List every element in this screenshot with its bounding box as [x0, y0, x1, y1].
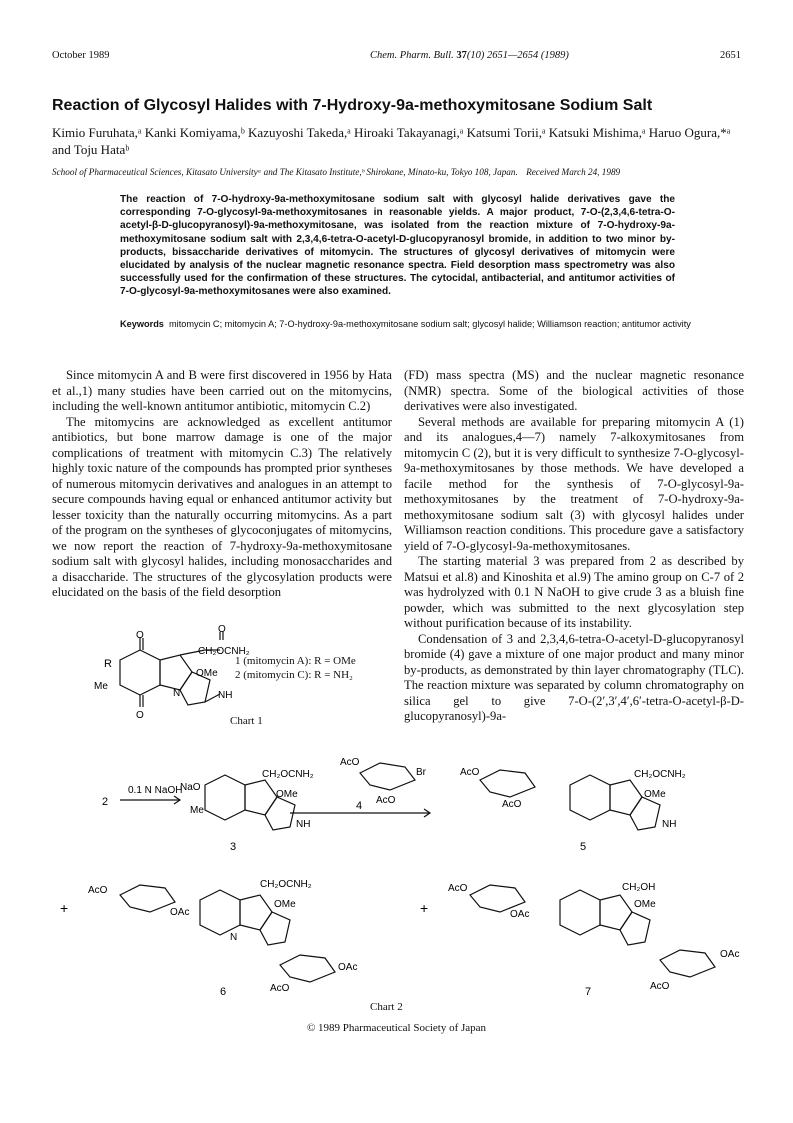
atom-aco: AcO	[88, 885, 108, 896]
compound-label: 3	[230, 841, 237, 853]
atom-ome: OMe	[196, 668, 218, 679]
journal-volume: 37	[456, 50, 467, 61]
keywords-label: Keywords	[120, 319, 164, 329]
compound-label: 6	[220, 986, 227, 998]
atom-aco: AcO	[270, 983, 290, 994]
atom-me: Me	[190, 805, 204, 816]
atom-ome: OMe	[274, 899, 296, 910]
atom-carbamate: CH₂OCNH₂	[262, 769, 314, 780]
paragraph: Condensation of 3 and 2,3,4,6-tetra-O-acetyl-D-glucopyranosyl bromide (4) gave a mixture of one major product and many minor by-products, as demonstrated by thin layer chromatography (TLC). The reaction mixture was separated by column chromatography on silica gel to give 7-O-(2′,3′,4′,6′-tetra-O-acetyl-β-D-glucopyranosyl)-9a-	[404, 631, 744, 723]
atom-ch2oh: CH₂OH	[622, 882, 656, 893]
paragraph: Several methods are available for preparing mitomycin A (1) and its analogues,4—7) namely 7-alkoxymitosanes from mitomycin C (2), but it is very difficult to synthesize 7-O-glycosyl-9a-methoxymitosanes by those methods. We have developed a facile method for the synthesis of 7-O-glycosyl-9a-methoxymitosanes by the treatment of 7-O-hydroxy-9a-methoxymitosane sodium salt (3) with glycosyl halides under Williamson reaction conditions. This procedure gave a satisfactory yield of 7-O-glycosyl-9a-methoxymitosanes.	[404, 414, 744, 553]
atom-r: R	[104, 658, 112, 670]
compound-1-label: 1 (mitomycin A): R = OMe	[235, 655, 356, 667]
atom-o: O	[136, 710, 144, 721]
atom-carbamate: CH₂OCNH₂	[634, 769, 686, 780]
body-column-right	[404, 368, 744, 725]
header-journal	[370, 50, 569, 61]
atom-aco: AcO	[502, 799, 522, 810]
author-list: Kimio Furuhata,ᵃ Kanki Komiyama,ᵇ Kazuyoshi Takeda,ᵃ Hiroaki Takayanagi,ᵃ Katsumi Torii,ᵃ Katsuki Mishima,ᵃ Haruo Ogura,*ᵃ and Toju Hataᵇ	[52, 125, 731, 157]
plus-sign: +	[60, 900, 69, 916]
paragraph: Since mitomycin A and B were first discovered in 1956 by Hata et al.,1) many studies have been carried out on the mitomycins, including the well-known antitumor antibiotic, mitomycin C.2)	[52, 368, 392, 413]
atom-nh: NH	[296, 819, 311, 830]
atom-nao: NaO	[180, 782, 201, 793]
atom-carbamate: CH₂OCNH₂	[198, 646, 250, 657]
abstract: The reaction of 7-O-hydroxy-9a-methoxymitosane sodium salt with glycosyl halide derivatives gave the corresponding 7-O-glycosyl-9a-methoxymitosanes in reasonable yields. A major product, 7-O-(2,3,4,6-tetra-O-acetyl-β-D-glucopyranosyl)-9a-methoxymitosane, was isolated from the reaction mixture of 7-O-hydroxy-9a-methoxymitosane sodium salt with 2,3,4,6-tetra-O-acetyl-D-glucopyranosyl bromide, in addition to two minor by-products, bissaccharide derivatives of mitomycin. The structures of glycosyl derivatives of mitomycin were elucidated by analysis of the nuclear magnetic resonance spectra. Field desorption mass spectrometry was also successfully used for the confirmation of these structures. The cytocidal, antibacterial, and antitumor activities of 7-O-glycosyl-9a-methoxymitosanes were also examined.	[120, 194, 675, 298]
atom-oac: OAc	[170, 907, 190, 918]
keywords	[120, 318, 720, 330]
article-title: Reaction of Glycosyl Halides with 7-Hydroxy-9a-methoxymitosane Sodium Salt	[52, 97, 653, 114]
atom-nh: NH	[662, 819, 677, 830]
received-date: Received March 24, 1989	[526, 167, 621, 177]
header-date: October 1989	[52, 50, 110, 61]
atom-nh: NH	[218, 690, 233, 701]
atom-o: O	[218, 624, 226, 635]
atom-oac: OAc	[510, 909, 530, 920]
chart1-structure	[80, 624, 400, 750]
chart2-scheme	[40, 745, 760, 1000]
compound-label: 5	[580, 841, 587, 853]
atom-ome: OMe	[276, 789, 298, 800]
start-compound-label: 2	[102, 796, 109, 808]
plus-sign: +	[420, 900, 429, 916]
copyright: © 1989 Pharmaceutical Society of Japan	[306, 1022, 487, 1034]
atom-carbamate: CH₂OCNH₂	[260, 879, 312, 890]
atom-br: Br	[416, 767, 426, 778]
compound-label: 7	[585, 986, 592, 998]
atom-oac: OAc	[338, 962, 358, 973]
journal-issue-pages: (10) 2651—2654 (1989)	[466, 50, 569, 61]
atom-ome: OMe	[634, 899, 656, 910]
atom-aco: AcO	[376, 795, 396, 806]
paragraph: The mitomycins are acknowledged as excellent antitumor antibiotics, but bone marrow damage is one of the major complications of treatment with mitomycin C.3) The relatively highly toxic nature of the compounds has prompted prior syntheses of numerous mitomycin derivatives and analogues in an attempt to secure compounds having equal or enhanced antitumor activity but lesser toxicity than the naturally occurring mitomycins. As a part of the program on the syntheses of glycoconjugates of mitomycins, we now report the reaction of 7-hydroxy-9a-methoxymitosane sodium salt with glycosyl halides, including monosaccharides and a disaccharide. The structures of the glycosylation products were elucidated on the basis of the field desorption	[52, 414, 392, 599]
affiliation	[52, 167, 752, 177]
atom-n: N	[230, 932, 238, 943]
paragraph: (FD) mass spectra (MS) and the nuclear magnetic resonance (NMR) spectra. Some of the biological activities of those derivatives were also investigated.	[404, 368, 744, 413]
affiliation-text: School of Pharmaceutical Sciences, Kitasato Universityᵃ and The Kitasato Institute,ᵇ Shirokane, Minato-ku, Tokyo 108, Japan.	[52, 167, 518, 177]
chart2-caption: Chart 2	[370, 1001, 403, 1013]
compound-2-label: 2 (mitomycin C): R = NH₂	[235, 669, 353, 681]
paragraph: The starting material 3 was prepared from 2 as described by Matsui et al.8) and Kinoshita et al.9) The amino group on C-7 of 2 was hydrolyzed with 0.1 N NaOH to give crude 3 as a bluish fine powder, which was submitted to the next glycosylation step without purification because of its instability.	[404, 554, 744, 630]
reagent-label: 0.1 N NaOH	[128, 785, 183, 796]
keywords-text: mitomycin C; mitomycin A; 7-O-hydroxy-9a-methoxymitosane sodium salt; glycosyl halide; Williamson reaction; antitumor activity	[169, 319, 691, 329]
atom-aco: AcO	[340, 757, 360, 768]
atom-oac: OAc	[720, 949, 740, 960]
atom-ome: OMe	[644, 789, 666, 800]
atom-aco: AcO	[460, 767, 480, 778]
header-page-number: 2651	[720, 50, 741, 61]
atom-me: Me	[94, 681, 108, 692]
atom-o: O	[136, 630, 144, 641]
atom-aco: AcO	[650, 981, 670, 992]
atom-aco: AcO	[448, 883, 468, 894]
compound-label: 4	[356, 800, 363, 812]
body-column-left	[52, 368, 392, 601]
chart1-caption: Chart 1	[230, 715, 263, 727]
atom-n: N	[173, 688, 181, 699]
journal-name: Chem. Pharm. Bull.	[370, 50, 454, 61]
